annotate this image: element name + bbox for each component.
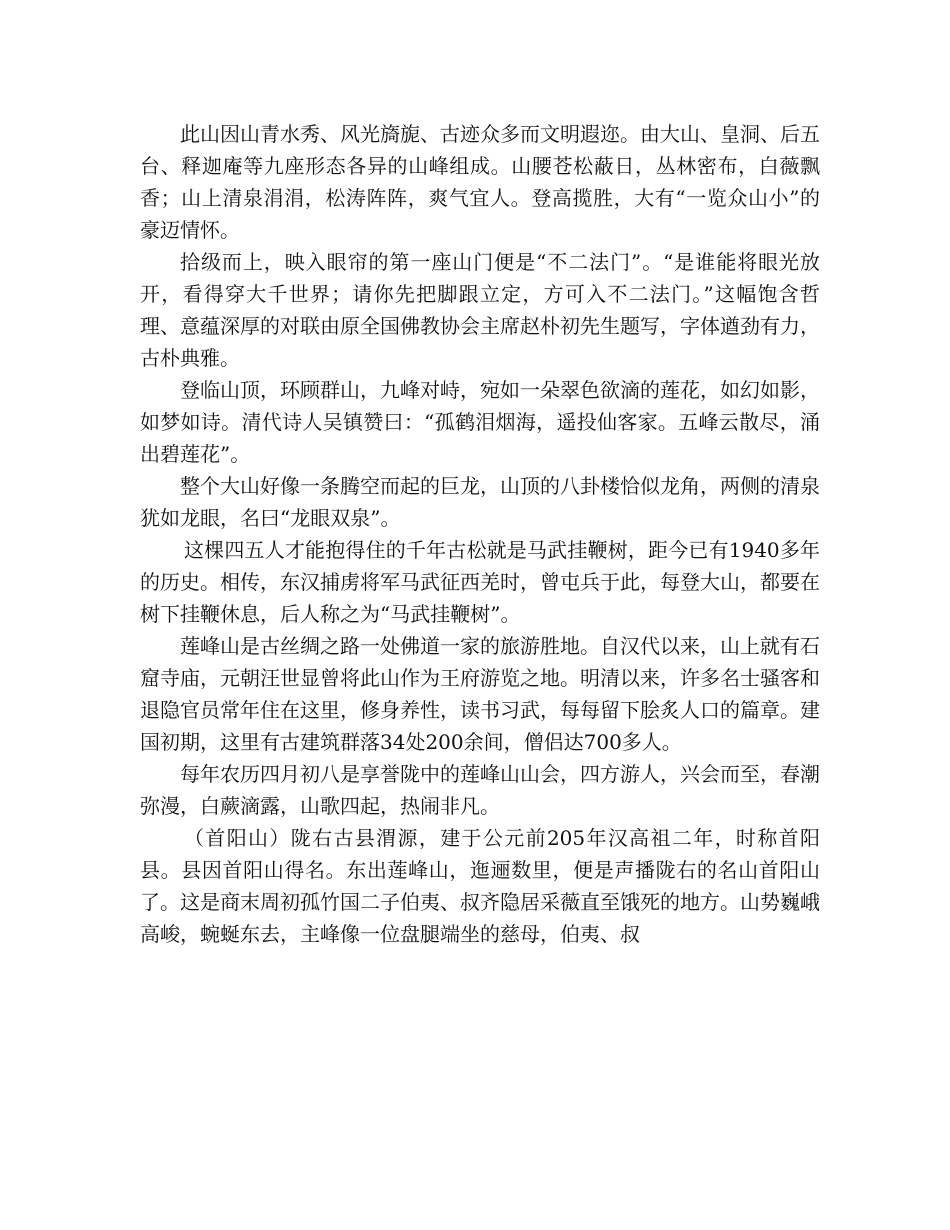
paragraph-dragon-springs: 整个大山好像一条腾空而起的巨龙，山顶的八卦楼恰似龙角，两侧的清泉犹如龙眼，名曰“龙眼双泉”。 xyxy=(140,474,820,530)
paragraph-silk-road-history: 莲峰山是古丝绸之路一处佛道一家的旅游胜地。自汉代以来，山上就有石窟寺庙，元朝汪世显曾将此山作为王府游览之地。明清以来，许多名士骚客和退隐官员常年住在这里，修身养性，读书习武，每每留下脍炙人口的篇章。建国初期，这里有古建筑群落34处200余间，僧侣达700多人。 xyxy=(140,634,820,754)
paragraph-summit-view: 登临山顶，环顾群山，九峰对峙，宛如一朵翠色欲滴的莲花，如幻如影，如梦如诗。清代诗人吴镇赞曰：“孤鹤泪烟海，遥投仙客家。五峰云散尽，涌出碧莲花”。 xyxy=(140,378,820,466)
paragraph-mawu-pine: 这棵四五人才能抱得住的千年古松就是马武挂鞭树，距今已有1940多年的历史。相传，东汉捕虏将军马武征西羌时，曾屯兵于此，每登大山，都要在树下挂鞭休息，后人称之为“马武挂鞭树”。 xyxy=(140,538,820,626)
paragraph-shouyang-mountain: （首阳山）陇右古县渭源，建于公元前205年汉高祖二年，时称首阳县。县因首阳山得名。东出莲峰山，迤逦数里，便是声播陇右的名山首阳山了。这是商末周初孤竹国二子伯夷、叔齐隐居采薇直至饿死的地方。山势巍峨高峻，蜿蜒东去，主峰像一位盘腿端坐的慈母，伯夷、叔 xyxy=(140,826,820,946)
paragraph-buer-famen: 拾级而上，映入眼帘的第一座山门便是“不二法门”。“是谁能将眼光放开，看得穿大千世界；请你先把脚跟立定，方可入不二法门。”这幅饱含哲理、意蕴深厚的对联由原全国佛教协会主席赵朴初先生题写，字体遒劲有力，古朴典雅。 xyxy=(140,250,820,370)
paragraph-lianfeng-intro: 此山因山青水秀、风光旖旎、古迹众多而文明遐迩。由大山、皇洞、后五台、释迦庵等九座形态各异的山峰组成。山腰苍松蔽日，丛林密布，白薇飘香；山上清泉涓涓，松涛阵阵，爽气宜人。登高揽胜，大有“一览众山小”的豪迈情怀。 xyxy=(140,122,820,242)
document-page xyxy=(140,118,820,950)
paragraph-temple-fair: 每年农历四月初八是享誉陇中的莲峰山山会，四方游人，兴会而至，春潮弥漫，白蕨滴露，山歌四起，热闹非凡。 xyxy=(140,762,820,818)
